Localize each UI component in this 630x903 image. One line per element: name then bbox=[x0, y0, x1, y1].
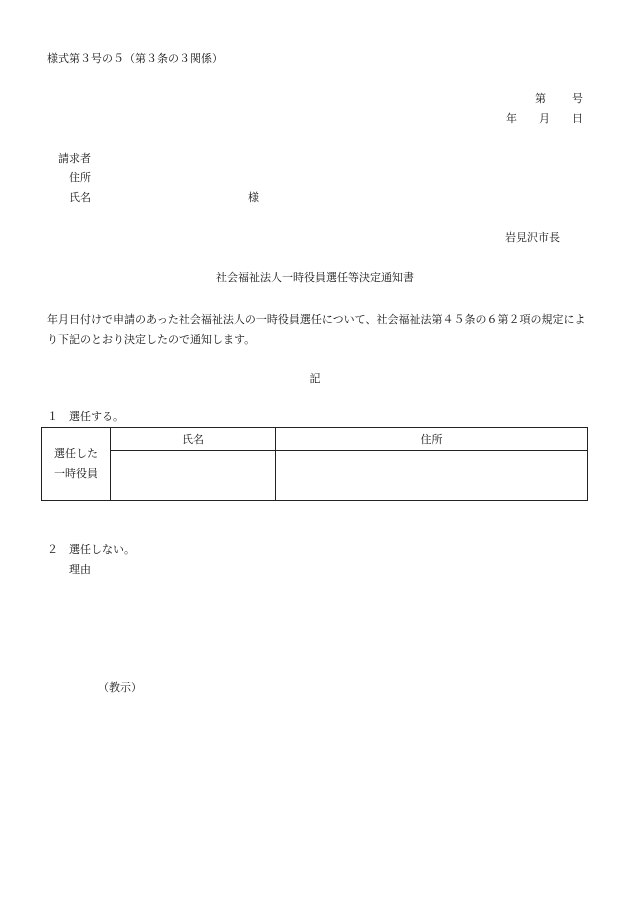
body-text-part2: の一時役員選任について、社会福祉法第４５条の６第２項の規定により下記のとおり決定したので通知します。 bbox=[47, 313, 586, 346]
section2-heading: ２ 選任しない。 bbox=[47, 543, 135, 556]
issuer: 岩見沢市長 bbox=[505, 231, 560, 244]
document-title: 社会福祉法人一時役員選任等決定通知書 bbox=[216, 271, 414, 284]
requester-address-label: 住所 bbox=[69, 171, 91, 184]
column-header-address: 住所 bbox=[276, 428, 588, 451]
requester-label: 請求者 bbox=[58, 152, 91, 165]
table-row-header bbox=[42, 428, 111, 501]
requester-honorific: 様 bbox=[248, 191, 259, 204]
column-header-name: 氏名 bbox=[111, 428, 276, 451]
address-cell bbox=[276, 451, 588, 501]
body-paragraph bbox=[47, 310, 587, 350]
table-header-row bbox=[42, 428, 588, 451]
form-id: 様式第３号の５（第３条の３関係） bbox=[47, 52, 223, 65]
issue-date-year: 年 bbox=[506, 112, 517, 125]
appointed-officers-table bbox=[41, 427, 588, 501]
section1-heading: １ 選任する。 bbox=[47, 410, 124, 423]
document-number bbox=[535, 90, 583, 106]
body-text-part1: 日付けで申請のあった社会福祉法人 bbox=[69, 313, 245, 326]
body-month: 月 bbox=[58, 313, 69, 326]
issue-date-month: 月 bbox=[539, 112, 550, 125]
issue-date-day: 日 bbox=[572, 112, 583, 125]
name-cell bbox=[111, 451, 276, 501]
issue-date bbox=[506, 110, 583, 126]
row-header-line2: 一時役員 bbox=[54, 467, 98, 480]
body-year: 年 bbox=[47, 313, 58, 326]
table-row bbox=[42, 451, 588, 501]
notice-label: （教示） bbox=[98, 681, 142, 694]
requester-name-label: 氏名 bbox=[69, 191, 91, 204]
ki-heading: 記 bbox=[309, 372, 321, 385]
reason-label: 理由 bbox=[69, 563, 91, 576]
document-number-go: 号 bbox=[572, 92, 583, 105]
document-number-dai: 第 bbox=[535, 92, 546, 105]
row-header-line1: 選任した bbox=[54, 447, 98, 460]
